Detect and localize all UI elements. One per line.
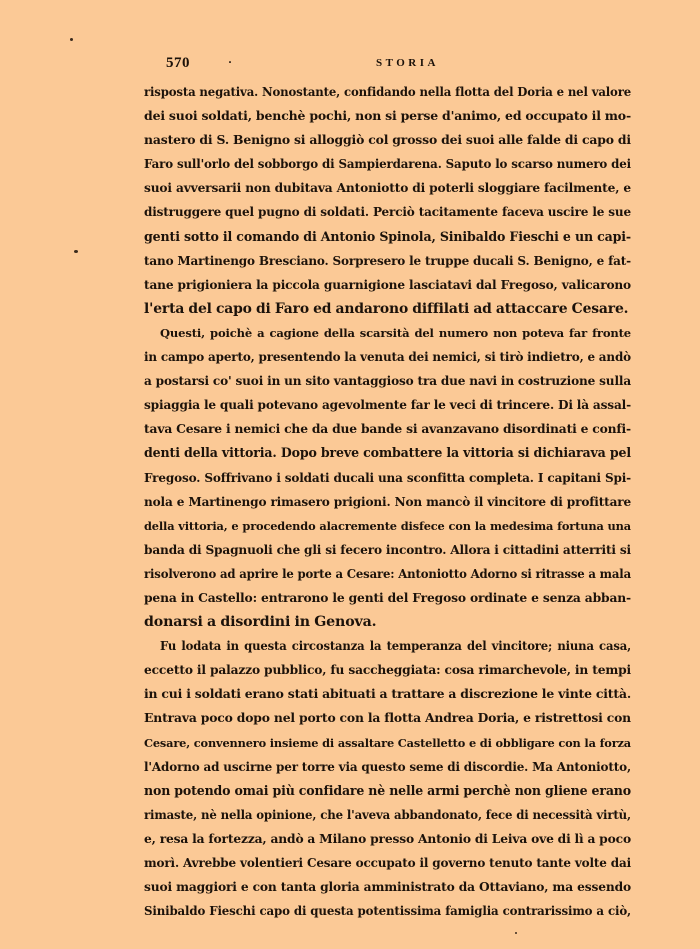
text-line: pena in Castello: entrarono le genti del Fregoso ordinate e senza abban- [144,589,631,605]
text-line: della vittoria, e procedendo alacremente disfece con la medesima fortuna una [144,518,631,533]
text-line: suoi avversarii non dubitava Antoniotto di poterli sloggiare facilmente, e [144,181,631,196]
text-line: risposta negativa. Nonostante, confidando nella flotta del Doria e nel valore [144,85,631,99]
text-line: in cui i soldati erano stati abituati a trattare a discrezione le vinte città. [144,686,631,702]
text-line: tava Cesare i nemici che da due bande si avanzavano disordinati e confi- [144,421,631,437]
text-line: spiaggia le quali potevano agevolmente far le veci di trincere. Di là assal- [144,398,631,413]
text-line: banda di Spagnuoli che gli si fecero incontro. Allora i cittadini atterriti si [144,542,631,557]
text-line: genti sotto il comando di Antonio Spinola, Sinibaldo Fieschi e un capi- [144,228,631,244]
text-line: distruggere quel pugno di soldati. Perciò tacitamente faceva uscire le sue [144,205,631,220]
page-number: 570 [166,55,190,71]
text-line: tane prigioniera la piccola guarnigione lasciatavi dal Fregoso, valicarono [144,277,631,292]
text-line: Sinibaldo Fieschi capo di questa potentissima famiglia contrarissimo a ciò, [144,904,631,919]
text-line: l'erta del capo di Faro ed andarono diffilati ad attaccare Cesare. [144,300,629,317]
text-line: rimaste, nè nella opinione, che l'aveva abbandonato, fece di necessità virtù, [144,807,631,822]
text-line: Fregoso. Soffrivano i soldati ducali una sconfitta completa. I capitani Spi- [144,470,631,485]
running-head [166,55,636,75]
text-line: morì. Avrebbe volentieri Cesare occupato il governo tenuto tante volte dai [144,856,631,870]
text-line: in campo aperto, presentendo la venuta dei nemici, si tirò indietro, e andò [144,350,631,365]
text-line: Entrava poco dopo nel porto con la flotta Andrea Doria, e ristrettosi con [144,710,631,726]
text-line: nastero di S. Benigno si alloggiò col grosso dei suoi alle falde di capo di [144,132,631,148]
paper-speck [70,38,73,41]
text-line: Faro sull'orlo del sobborgo di Sampierdarena. Saputo lo scarso numero dei [144,157,631,172]
paragraph-first-line: Fu lodata in questa circostanza la temperanza del vincitore; niuna casa, [160,639,631,654]
text-line: nola e Martinengo rimasero prigioni. Non mancò il vincitore di profittare [144,494,631,509]
text-line: dei suoi soldati, benchè pochi, non si perse d'animo, ed occupato il mo- [144,108,631,124]
text-line: eccetto il palazzo pubblico, fu saccheggiata: cosa rimarchevole, in tempi [144,663,631,678]
text-line: tano Martinengo Bresciano. Sorpresero le truppe ducali S. Benigno, e fat- [144,253,631,268]
header-separator: · [228,55,233,69]
paragraph-first-line: Questi, poichè a cagione della scarsità del numero non poteva far fronte [160,325,631,340]
text-line: risolverono ad aprire le porte a Cesare: Antoniotto Adorno si ritrasse a mala [144,566,631,581]
paper-speck [74,250,78,253]
body-text [144,80,631,923]
text-line: Cesare, convennero insieme di assaltare Castelletto e di obbligare con la forza [144,735,631,750]
text-line: denti della vittoria. Dopo breve combattere la vittoria si dichiarava pel [144,445,631,461]
text-line: suoi maggiori e con tanta gloria amministrato da Ottaviano, ma essendo [144,880,631,895]
running-title: STORIA [376,57,439,69]
paper-speck [515,932,517,934]
text-line: donarsi a disordini in Genova. [144,614,377,631]
text-line: e, resa la fortezza, andò a Milano presso Antonio di Leiva ove di lì a poco [144,830,631,846]
text-line: l'Adorno ad uscirne per torre via questo seme di discordie. Ma Antoniotto, [144,759,631,774]
text-line: a postarsi co' suoi in un sito vantaggioso tra due navi in costruzione sulla [144,374,631,389]
text-line: non potendo omai più confidare nè nelle armi perchè non gliene erano [144,782,631,798]
